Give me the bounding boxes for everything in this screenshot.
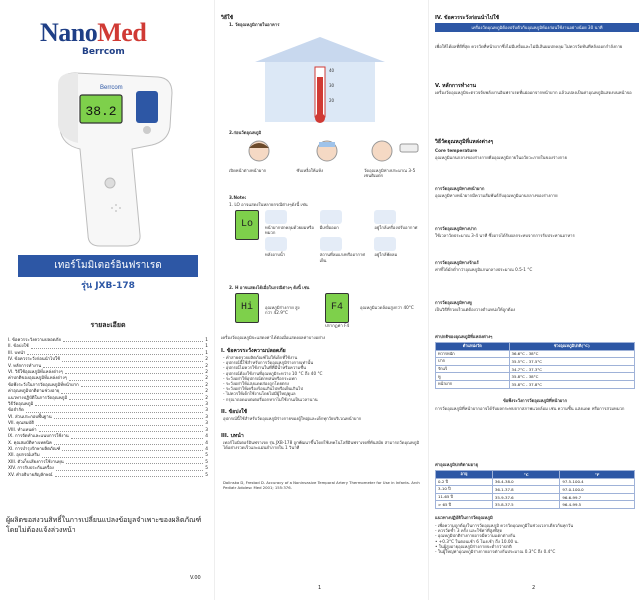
table-cell: 35.9-37.6: [492, 493, 560, 501]
list-item: - อุปกรณ์นี้ใช้สำหรับการวัดอุณหภูมิร่างกายเท่านั้น: [223, 360, 314, 366]
step2-item: ซับเหงื่อให้แห้ง: [297, 138, 357, 178]
table-cell: รักแร้: [436, 365, 510, 373]
lo-cause-item: [320, 237, 371, 262]
toc-dots: [27, 351, 203, 355]
toc-label: III. บทนำ: [8, 350, 26, 356]
page-2: [428, 0, 642, 600]
step2-item: เปิดหน้าต่างหน้าผาก: [229, 138, 289, 178]
table-row: [436, 493, 635, 501]
lo-cause-item: [265, 210, 316, 235]
lcd-value: 38.2: [85, 104, 117, 119]
list-item: - ไม่ควรให้เด็กใช้งานโดยไม่มีผู้ใหญ่ดูแล: [223, 391, 296, 397]
list-item: - ระวังอย่าให้แสงแดดส่องถูกโดยตรง: [223, 381, 289, 387]
toc-label: ค่าอุณหภูมิปกติตามช่วงอายุ: [8, 389, 60, 395]
toc-dots: [69, 396, 203, 400]
toc-row: [8, 473, 208, 479]
toc-dots: [54, 415, 204, 419]
svg-text:Berrcom: Berrcom: [100, 85, 123, 91]
sec3-title: III. บทนำ: [221, 433, 244, 439]
table-cell: 97.5-100.4: [560, 478, 635, 486]
lo-cause-item: [374, 210, 425, 235]
cause-label: อยู่ใกล้เครื่องปรับอากาศ: [374, 225, 418, 230]
toc-dots: [55, 473, 204, 477]
table-row: [436, 350, 635, 358]
toc-page: 1: [205, 344, 208, 350]
caution-title: ข้อพึงระวังการวัดอุณหภูมิที่หน้าผาก: [502, 398, 568, 403]
table-header: อายุ: [436, 471, 493, 479]
face-hair-icon: [229, 138, 289, 164]
toc-page: 5: [205, 453, 208, 459]
toc-dots: [35, 402, 203, 406]
forehead-title: การวัดอุณหภูมิทางหน้าผาก: [435, 186, 485, 191]
armpit-title: การวัดอุณหภูมิทางรักแร้: [435, 260, 479, 265]
sec4-title: IV. ข้อควรระวังก่อนนำไปใช้: [435, 15, 500, 21]
age-title: ค่าอุณหภูมิปกติตามอายุ: [435, 462, 478, 467]
table-cell: 35.5°C - 37.5°C: [509, 358, 635, 366]
brand-logo: NanoMed: [40, 18, 147, 47]
product-title: เทอร์โมมิเตอร์อินฟราเรด: [18, 255, 198, 277]
toc-dots: [61, 389, 203, 393]
reference: Dolinska D, Frestad D. Accuracy of a Noninvasive Temporal Artery Thermometer for Use in Infants. Arch Pediatr Adolesc Med 2001; 155:376.: [223, 480, 420, 491]
toc-dots: [42, 453, 204, 457]
lcd-f4-display: F4: [325, 293, 349, 323]
measure-distance-icon: [364, 138, 424, 164]
sec3-text: เทอร์โมมิเตอร์อินฟราเรด รุ่น JXB-178 ถูกพัฒนาขึ้นโดยใช้เทคโนโลยีอินฟราเรดที่ทันสมัย สามารถวัดอุณหภูมิได้อย่างรวดเร็วและแม่นยำภายใน 1 วินาที: [223, 440, 420, 451]
toc-label: XIV. การรับประกันเครื่อง: [8, 466, 54, 472]
range-table: [435, 342, 635, 389]
thermometer-illustration: [40, 65, 180, 250]
table-cell: 96.6-99.7: [560, 493, 635, 501]
table-of-contents: [8, 338, 208, 479]
toc-label: IV. ข้อควรระวังก่อนนำไปใช้: [8, 357, 60, 363]
toc-label: ค่าปกติของอุณหภูมิที่แหล่งต่างๆ: [8, 376, 67, 382]
toc-label: II. ข้อบ่งใช้: [8, 344, 29, 350]
cause-label: สถานที่ลมแรงหรืออากาศเย็น: [319, 252, 365, 263]
cause-illustration-icon: [265, 210, 287, 224]
f4-caption-2: อุณหภูมิแวดล้อมสูงกว่า 40°C: [360, 305, 414, 310]
toc-label: X. คุณสมบัติทางเทคนิค: [8, 440, 52, 446]
toc-page: 5: [205, 466, 208, 472]
table-cell: ทวารหนัก: [436, 350, 510, 358]
toc-dots: [62, 357, 203, 361]
list-item: - ระวังอย่าให้อุปกรณ์ตกหล่นหรือกระแทก: [223, 375, 297, 381]
sec1-list: [223, 355, 423, 402]
table-cell: 35.8°C - 37.8°C: [509, 380, 635, 388]
table-cell: 36.4-38.0: [492, 478, 560, 486]
sec4-bar: เครื่องวัดอุณหภูมิต้องปรับตัวกับอุณหภูมิห้องก่อนใช้งานอย่างน้อย 30 นาที: [435, 23, 639, 32]
cause-label: มีเหงื่อออก: [319, 225, 339, 230]
f4-caption: ปรากฏค่า F4: [325, 323, 350, 328]
toc-dots: [69, 376, 203, 380]
table-cell: 96.4-99.5: [560, 501, 635, 509]
toc-dots: [31, 344, 204, 348]
step3-subtitle: 1. LO อาจแสดงในหลายกรณีต่างๆดังนี้ เช่น: [229, 202, 308, 207]
toc-page: 4: [205, 446, 208, 452]
toc-page: 5: [205, 472, 208, 478]
step3-title: 3.Note:: [229, 195, 247, 200]
list-item: - อุณหภูมิปกติร่างกายอาจมีความแตกต่างกัน: [435, 533, 516, 539]
list-item: • +0.3°C ในตอนเช้า 6 โมงเช้า ถึง 10.00 น.: [435, 538, 519, 544]
toc-label: VIII. ทำแทนค่า: [8, 427, 37, 433]
page-number: 2: [532, 585, 536, 591]
table-cell: 36.1-37.8: [492, 486, 560, 494]
cause-illustration-icon: [374, 210, 396, 224]
cause-illustration-icon: [374, 237, 396, 251]
toc-dots: [43, 364, 203, 368]
table-header: ช่วงอุณหภูมิปกติ(°C): [509, 343, 635, 351]
toc-label: XI. การบำรุงรักษาผลิตภัณฑ์: [8, 446, 61, 452]
sec6-title: วิธีวัดอุณหภูมิที่แหล่งต่างๆ: [435, 139, 494, 145]
toc-dots: [54, 441, 203, 445]
toc-label: แนวทางปฏิบัติในการวัดอุณหภูมิ: [8, 395, 68, 401]
toc-label: VI. วิธีใช้อุณหภูมิที่แหล่งต่างๆ: [8, 370, 63, 376]
age-table: [435, 470, 635, 509]
table-header: ตำแหน่งวัด: [436, 343, 510, 351]
range-title: ค่าปกติของอุณหภูมิที่แหล่งต่างๆ: [435, 334, 493, 339]
table-cell: 11-65 ปี: [436, 493, 493, 501]
sec2-text: อุปกรณ์นี้ใช้สำหรับวัดอุณหภูมิร่างกายของผู้ใหญ่และเด็กทุกวัยบริเวณหน้าผาก: [223, 416, 362, 421]
toc-page: 2: [205, 357, 208, 363]
toc-dots: [63, 338, 203, 342]
toc-label: VI. ส่วนประกอบพื้นฐาน: [8, 414, 52, 420]
sec5-text: เครื่องวัดอุณหภูมิจะตรวจจับพลังงานอินฟราเรดที่แผ่ออกจากหน้าผาก แล้วแปลงเป็นค่าอุณหภูมิแสดงบนหน้าจอ: [435, 90, 632, 95]
table-cell: ปาก: [436, 358, 510, 366]
hi-caption: อุณหภูมิร่างกาย สูงกว่า 42.9°C: [265, 305, 300, 316]
svg-text:20: 20: [329, 98, 335, 103]
mouth-title: การวัดอุณหภูมิทางปาก: [435, 226, 477, 231]
table-header: °C: [492, 471, 560, 479]
table-cell: 0-2 ปี: [436, 478, 493, 486]
toc-page: 4: [205, 440, 208, 446]
toc-page: 2: [205, 363, 208, 369]
list-item: - อุปกรณ์ไม่ควรใช้งานในที่ที่มีน้ำหรือความชื้น: [223, 365, 306, 371]
table-cell: 36.6°C - 38°C: [509, 350, 635, 358]
cause-illustration-icon: [320, 210, 342, 224]
toc-page: 3: [205, 427, 208, 433]
step2-title: 2.ก่อนวัดอุณหภูมิ: [229, 130, 262, 135]
toc-page: 3: [205, 408, 208, 414]
armpit-text: ค่าที่ได้มักต่ำกว่าอุณหภูมิแกนกลางประมาณ 0.5-1 °C: [435, 267, 533, 272]
list-item: - คำสายตรวจผลิตภัณฑ์ไม่ให้เด็กที่ใช้งาน: [223, 355, 298, 360]
table-row: [436, 486, 635, 494]
toc-page: 3: [205, 414, 208, 420]
forehead-text: อุณหภูมิทางหน้าผากมีความสัมพันธ์กับอุณหภูมิแกนกลางของร่างกาย: [435, 193, 558, 198]
lo-cause-item: [374, 237, 425, 262]
cause-label: หลังอาบน้ำ: [265, 252, 286, 258]
table-cell: 35.8-37.5: [492, 501, 560, 509]
toc-page: 2: [205, 389, 208, 395]
core-text: อุณหภูมิแกนกลางของร่างกายคืออุณหภูมิภายในอวัยวะภายในของร่างกาย: [435, 155, 567, 160]
cause-label: หน้าผากปกคลุมด้วยผมหรือหมวก: [265, 225, 314, 236]
caution-text: การวัดอุณหภูมิที่หน้าผากอาจได้รับผลกระทบจากสภาพแวดล้อม เช่น ความชื้น แสงแดด หรือการสวมหมวก: [435, 406, 625, 411]
toc-dots: [81, 383, 204, 387]
toc-label: VII. คุณสมบัติ: [8, 421, 35, 427]
sec2-title: II. ข้อบ่งใช้: [221, 409, 248, 415]
page-number: 1: [318, 585, 322, 591]
table-cell: หู: [436, 373, 510, 381]
toc-page: 1: [205, 350, 208, 356]
lo-causes: [265, 210, 425, 263]
toc-label: ข้อจำกัด: [8, 408, 24, 414]
page-1: [214, 0, 429, 600]
cause-label: อยู่ใกล้พัดลม: [374, 252, 398, 258]
toc-dots: [26, 408, 203, 412]
table-cell: > 65 ปี: [436, 501, 493, 509]
toc-dots: [39, 428, 204, 432]
list-item: - ในผู้ใหญ่ค่าอุณหภูมิร่างกายอาจต่างกันประมาณ 0.3°C ถึง 0.4°C: [435, 549, 556, 555]
sec5-title: V. หลักการทำงาน: [435, 83, 477, 89]
svg-text:40: 40: [329, 68, 335, 73]
table-row: [436, 380, 635, 388]
cause-illustration-icon: [320, 237, 342, 251]
face-wipe-icon: [297, 138, 357, 164]
table-row: [436, 373, 635, 381]
brand-sub-logo: Berrcom: [82, 47, 125, 57]
table-cell: 34.7°C - 37.3°C: [509, 365, 635, 373]
step2-figures: [229, 138, 424, 178]
ear-title: การวัดอุณหภูมิทางหู: [435, 300, 472, 305]
toc-page: 4: [205, 434, 208, 440]
toc-page: 2: [205, 395, 208, 401]
list-item: - ระวังอย่าให้เครื่องร้อนเกินไปหรือเย็นเกินไป: [223, 386, 303, 392]
toc-label: V. หลักการทำงาน: [8, 363, 42, 369]
lcd-hi-display: Hi: [235, 293, 259, 323]
toc-label: ข้อพึงระวังในการวัดอุณหภูมิที่หน้าผาก: [8, 382, 79, 388]
toc-dots: [66, 460, 204, 464]
sec4-text: เพื่อให้ได้ผลที่ดีที่สุด ควรวัดที่หน้าผากซึ่งไม่มีเหงื่อและไม่มีเส้นผมปกคลุม ไม่ควรวัดทันทีหลังออกกำลังกาย: [435, 44, 623, 49]
toc-page: 1: [205, 338, 208, 343]
svg-text:30: 30: [329, 83, 335, 88]
toc-dots: [71, 434, 204, 438]
toc-label: XV. คำอธิบายสัญลักษณ์: [8, 472, 53, 478]
toc-dots: [65, 370, 203, 374]
mouth-text: ใช้เวลาวัดประมาณ 3-4 นาที ซึ่งอาจได้รับผลกระทบจากการรับประทานอาหาร: [435, 233, 575, 238]
toc-title: รายละเอียด: [90, 321, 126, 329]
manufacturer-notice: ผู้ผลิตขอสงวนสิทธิ์ในการเปลี่ยนแปลงข้อมูลจำเพาะของผลิตภัณฑ์โดยไม่ต้องแจ้งล่วงหน้า: [6, 516, 202, 534]
sec1-title: I. ข้อควรระวังความปลอดภัย: [221, 348, 286, 354]
version-label: V.00: [190, 575, 201, 581]
toc-dots: [62, 447, 203, 451]
display-note: เครื่องวัดอุณหภูมิจะแสดงค่าได้ต่อเมื่อแสดงผลค่าบางอย่าง: [221, 335, 326, 340]
table-cell: หน้าผาก: [436, 380, 510, 388]
cover-page: [0, 0, 214, 600]
cause-illustration-icon: [265, 237, 287, 251]
toc-page: 2: [205, 370, 208, 376]
toc-dots: [56, 466, 203, 470]
ear-text: เป็นวิธีที่รวดเร็วแต่ต้องวางตำแหน่งให้ถูกต้อง: [435, 307, 516, 312]
table-row: [436, 478, 635, 486]
table-cell: 97.0-100.0: [560, 486, 635, 494]
table-row: [436, 365, 635, 373]
core-title: Core temperature: [435, 148, 478, 153]
step2-item: วัดอุณหภูมิห่างประมาณ 3-5 เซนติเมตร: [364, 138, 424, 178]
list-item: - เพื่อความถูกต้องในการวัดอุณหภูมิ ควรวัดอุณหภูมิในช่วงเวลาเดียวกันทุกวัน: [435, 523, 574, 528]
table-header: °F: [560, 471, 635, 479]
table-row: [436, 358, 635, 366]
step4-title: 2. H อาจแสดงได้เมื่อในกรณีต่างๆ ดังนี้ เช่น: [229, 285, 310, 290]
list-item: - อุปกรณ์ต้องใช้งานที่อุณหภูมิระหว่าง 10 °C ถึง 40 °C: [223, 370, 323, 376]
guide-title: แนวทางปฏิบัติในการวัดอุณหภูมิ: [435, 515, 493, 520]
toc-label: I. ข้อควรระวังความปลอดภัย: [8, 338, 61, 343]
indoor-illustration: [245, 32, 395, 127]
table-cell: 35.8°C - 38°C: [509, 373, 635, 381]
toc-page: 2: [205, 376, 208, 382]
guide-list: [435, 523, 635, 554]
table-row: [436, 501, 635, 509]
toc-page: 3: [205, 421, 208, 427]
toc-label: XIII. ตัวเก็บเสียงการใช้งานทุน: [8, 459, 64, 465]
product-model: รุ่น JXB-178: [81, 281, 135, 291]
step1-title: 1. วัดอุณหภูมิภายในอาคาร: [229, 22, 280, 27]
toc-page: 5: [205, 459, 208, 465]
list-item: - ควรวัดซ้ำ 3 ครั้ง และใช้ค่าที่สูงที่สุด: [435, 528, 503, 534]
lo-cause-item: [265, 237, 316, 262]
toc-label: XII. อุปกรณ์เสริม: [8, 453, 40, 459]
toc-page: 2: [205, 382, 208, 388]
toc-dots: [36, 421, 203, 425]
lo-cause-item: [320, 210, 371, 235]
list-item: - กรุณาถอดแบตเตอรี่ออกหากไม่ใช้งานเป็นเวลานาน: [223, 396, 318, 402]
toc-label: วิธีวัดอุณหภูมิ: [8, 402, 34, 408]
table-cell: 3-10 ปี: [436, 486, 493, 494]
toc-page: 3: [205, 402, 208, 408]
list-item: • ในผู้สูงอายุอุณหภูมิร่างกายจะต่ำกว่าปกติ: [435, 543, 512, 549]
lcd-lo-display: Lo: [235, 210, 259, 240]
page1-heading: วิธีใช้: [221, 15, 234, 21]
toc-label: IX. การจัดทำและแนบการใช้งาน: [8, 434, 69, 440]
